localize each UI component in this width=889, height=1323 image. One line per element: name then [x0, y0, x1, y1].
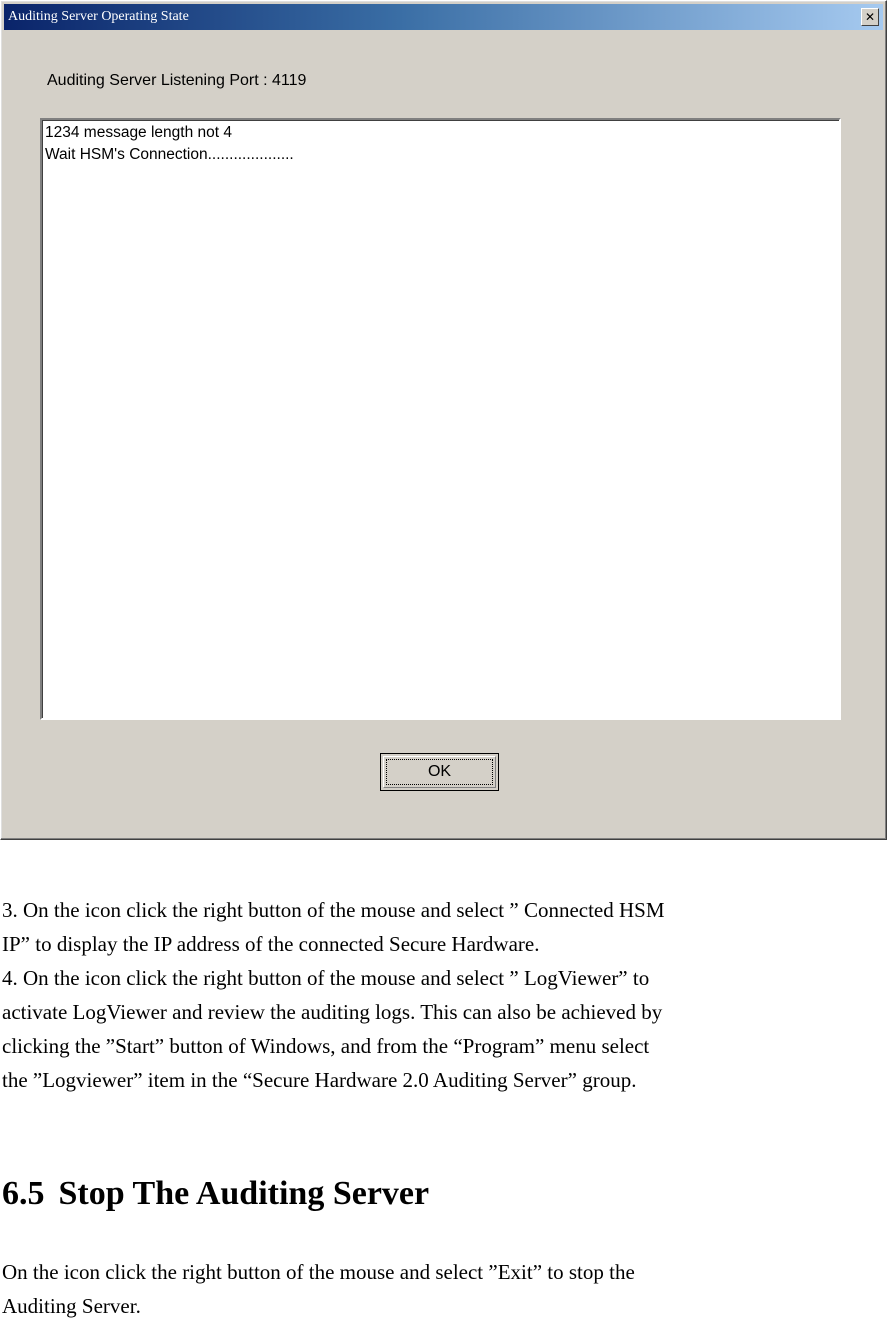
paragraph-line: activate LogViewer and review the auditing logs. This can also be achieved by — [2, 1000, 663, 1024]
section-heading — [2, 1175, 429, 1213]
log-line: 1234 message length not 4 — [45, 124, 232, 141]
paragraph-line: IP” to display the IP address of the connected Secure Hardware. — [2, 932, 540, 956]
paragraph-line: 4. On the icon click the right button of the mouse and select ” LogViewer” to — [2, 966, 650, 990]
paragraph-line: Auditing Server. — [2, 1294, 141, 1318]
ok-button-label: OK — [386, 759, 493, 785]
instructions-paragraph — [2, 893, 872, 1097]
listening-port-label: Auditing Server Listening Port : 4119 — [47, 72, 307, 89]
log-line: Wait HSM's Connection.................... — [45, 146, 294, 163]
paragraph-line: clicking the ”Start” button of Windows, and from the “Program” menu select — [2, 1034, 650, 1058]
paragraph-line: On the icon click the right button of the mouse and select ”Exit” to stop the — [2, 1260, 635, 1284]
paragraph-line: 3. On the icon click the right button of the mouse and select ” Connected HSM — [2, 898, 665, 922]
title-bar[interactable] — [4, 4, 883, 30]
paragraph-line: the ”Logviewer” item in the “Secure Hardware 2.0 Auditing Server” group. — [2, 1068, 637, 1092]
ok-button[interactable] — [380, 753, 499, 791]
window-title: Auditing Server Operating State — [8, 9, 189, 24]
section-number: 6.5 — [2, 1175, 45, 1212]
close-icon[interactable]: ✕ — [861, 8, 879, 26]
log-output-box[interactable] — [40, 118, 841, 720]
section-title: Stop The Auditing Server — [58, 1175, 430, 1212]
section-paragraph — [2, 1255, 872, 1323]
